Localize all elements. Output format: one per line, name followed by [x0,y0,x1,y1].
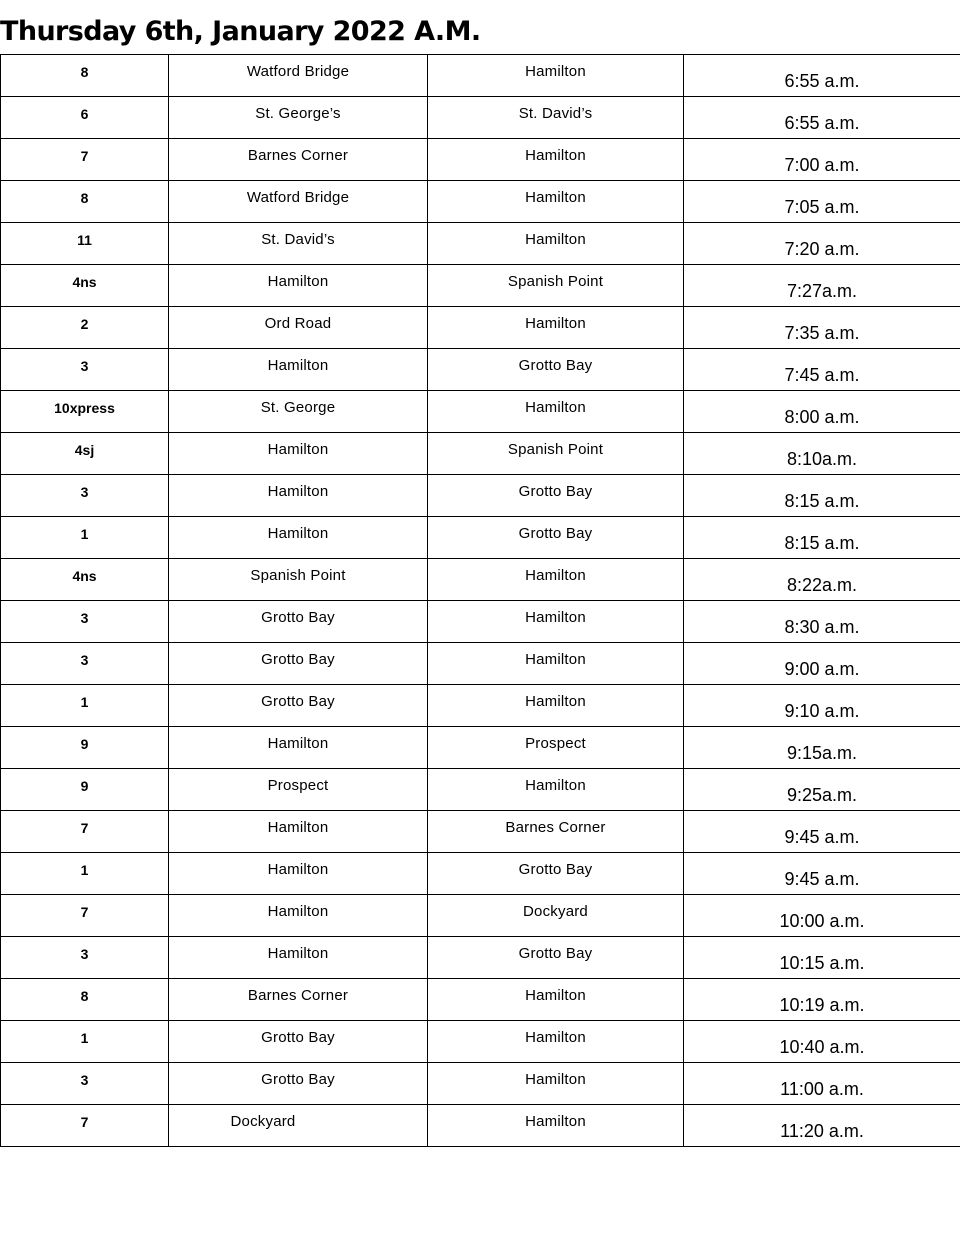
departure-time-cell [684,853,960,895]
origin-cell [169,97,428,139]
origin-text: Barnes Corner [247,987,349,1004]
route-number-cell [1,853,169,895]
origin-cell [169,307,428,349]
schedule-row [1,643,960,685]
schedule-row [1,391,960,433]
destination-text: Dockyard [523,903,588,920]
departure-time-text: 10:15 a.m. [779,953,865,973]
schedule-row [1,979,960,1021]
schedule-row [1,769,960,811]
origin-text: Prospect [267,777,329,794]
departure-time-cell [684,559,960,601]
route-number-text: 3 [80,358,89,374]
route-number-cell [1,1063,169,1105]
route-number-text: 7 [80,148,89,164]
departure-time-cell [684,601,960,643]
origin-text: Hamilton [267,483,329,500]
route-number-text: 9 [80,736,89,752]
departure-time-text: 7:05 a.m. [784,197,860,217]
schedule-row [1,97,960,139]
departure-time-text: 8:30 a.m. [784,617,860,637]
origin-text: Hamilton [267,735,329,752]
destination-text: St. David’s [518,105,593,122]
origin-text: Hamilton [267,903,329,920]
route-number-cell [1,97,169,139]
destination-cell [428,475,684,517]
route-number-cell [1,265,169,307]
destination-cell [428,727,684,769]
departure-time-cell [684,307,960,349]
destination-cell [428,559,684,601]
route-number-text: 1 [80,526,89,542]
departure-time-cell [684,433,960,475]
origin-text: Hamilton [267,945,329,962]
destination-text: Prospect [525,735,586,752]
route-number-text: 4ns [72,568,97,584]
schedule-row [1,601,960,643]
origin-cell [169,643,428,685]
destination-cell [428,811,684,853]
departure-time-cell [684,139,960,181]
destination-cell [428,97,684,139]
destination-text: Grotto Bay [518,483,593,500]
destination-text: Grotto Bay [518,861,593,878]
origin-text: St. George [260,399,336,416]
route-number-text: 3 [80,484,89,500]
departure-time-text: 9:15a.m. [786,743,858,763]
destination-text: Spanish Point [507,441,604,458]
destination-text: Hamilton [525,63,586,80]
origin-cell [169,685,428,727]
origin-text: Barnes Corner [247,147,349,164]
destination-text: Hamilton [525,609,586,626]
route-number-text: 6 [80,106,89,122]
departure-time-cell [684,391,960,433]
destination-cell [428,223,684,265]
route-number-cell [1,433,169,475]
route-number-cell [1,811,169,853]
destination-cell [428,601,684,643]
departure-time-text: 7:00 a.m. [784,155,860,175]
origin-cell [169,391,428,433]
destination-text: Hamilton [525,1113,586,1130]
route-number-cell [1,517,169,559]
departure-time-cell [684,223,960,265]
schedule-row [1,559,960,601]
origin-cell [169,181,428,223]
destination-text: Grotto Bay [518,525,593,542]
route-number-cell [1,685,169,727]
schedule-row [1,181,960,223]
origin-text: Watford Bridge [246,189,350,206]
origin-text: Dockyard [230,1113,296,1130]
origin-text: Hamilton [267,861,329,878]
route-number-cell [1,349,169,391]
route-number-cell [1,601,169,643]
origin-text: Grotto Bay [261,651,335,668]
origin-cell [169,517,428,559]
origin-text: Hamilton [267,441,329,458]
departure-time-cell [684,475,960,517]
destination-cell [428,853,684,895]
destination-text: Hamilton [525,189,586,206]
destination-text: Hamilton [525,651,586,668]
route-number-text: 2 [80,316,89,332]
destination-cell [428,685,684,727]
departure-time-cell [684,685,960,727]
origin-cell [169,349,428,391]
origin-cell [169,1105,428,1147]
departure-time-text: 7:35 a.m. [784,323,860,343]
departure-time-text: 9:25a.m. [786,785,858,805]
origin-cell [169,433,428,475]
route-number-text: 7 [80,820,89,836]
destination-cell [428,1105,684,1147]
route-number-cell [1,769,169,811]
page-title: Thursday 6th, January 2022 A.M. [0,16,481,47]
destination-cell [428,139,684,181]
route-number-text: 1 [80,862,89,878]
schedule-row [1,265,960,307]
route-number-cell [1,391,169,433]
destination-text: Hamilton [525,987,586,1004]
schedule-row [1,1063,960,1105]
schedule-row [1,55,960,97]
departure-time-cell [684,1063,960,1105]
origin-text: St. David’s [261,231,335,248]
origin-text: Hamilton [267,273,329,290]
origin-cell [169,895,428,937]
route-number-text: 8 [80,190,89,206]
origin-text: Hamilton [267,357,329,374]
destination-cell [428,265,684,307]
schedule-row [1,349,960,391]
departure-time-text: 6:55 a.m. [784,71,860,91]
departure-time-text: 7:45 a.m. [784,365,860,385]
departure-time-cell [684,895,960,937]
origin-cell [169,223,428,265]
departure-time-cell [684,181,960,223]
departure-time-text: 8:15 a.m. [784,533,860,553]
schedule-row [1,223,960,265]
departure-time-cell [684,727,960,769]
origin-cell [169,853,428,895]
departure-time-text: 11:20 a.m. [780,1121,864,1141]
bus-schedule-table [0,54,960,1147]
route-number-text: 10xpress [54,400,115,416]
destination-cell [428,979,684,1021]
route-number-text: 1 [80,1030,89,1046]
destination-text: Barnes Corner [505,819,606,836]
destination-text: Hamilton [525,1071,586,1088]
destination-cell [428,769,684,811]
destination-cell [428,181,684,223]
route-number-cell [1,559,169,601]
origin-cell [169,559,428,601]
route-number-text: 1 [80,694,89,710]
destination-cell [428,307,684,349]
destination-cell [428,937,684,979]
route-number-text: 8 [80,988,89,1004]
schedule-row [1,853,960,895]
destination-text: Grotto Bay [518,357,593,374]
route-number-cell [1,937,169,979]
route-number-text: 3 [80,652,89,668]
route-number-text: 7 [80,1114,89,1130]
origin-cell [169,1021,428,1063]
route-number-cell [1,307,169,349]
destination-cell [428,1021,684,1063]
schedule-row [1,895,960,937]
origin-cell [169,1063,428,1105]
departure-time-cell [684,937,960,979]
route-number-cell [1,55,169,97]
origin-text: Spanish Point [250,567,346,584]
schedule-row [1,517,960,559]
route-number-text: 4ns [72,274,97,290]
destination-text: Grotto Bay [518,945,593,962]
origin-cell [169,475,428,517]
destination-cell [428,643,684,685]
departure-time-cell [684,55,960,97]
destination-cell [428,895,684,937]
route-number-cell [1,895,169,937]
destination-text: Hamilton [525,777,586,794]
origin-cell [169,769,428,811]
departure-time-cell [684,265,960,307]
route-number-cell [1,727,169,769]
departure-time-cell [684,979,960,1021]
destination-text: Hamilton [525,231,586,248]
schedule-row [1,685,960,727]
departure-time-text: 11:00 a.m. [780,1079,864,1099]
origin-cell [169,139,428,181]
destination-cell [428,1063,684,1105]
departure-time-text: 8:22a.m. [786,575,858,595]
schedule-row [1,937,960,979]
route-number-text: 9 [80,778,89,794]
destination-cell [428,433,684,475]
departure-time-text: 7:27a.m. [786,281,858,301]
destination-text: Hamilton [525,315,586,332]
destination-text: Hamilton [525,399,586,416]
route-number-cell [1,643,169,685]
destination-cell [428,391,684,433]
departure-time-text: 8:00 a.m. [784,407,860,427]
destination-text: Hamilton [525,693,586,710]
departure-time-cell [684,1105,960,1147]
departure-time-cell [684,811,960,853]
route-number-text: 7 [80,904,89,920]
route-number-cell [1,475,169,517]
route-number-cell [1,223,169,265]
departure-time-cell [684,769,960,811]
departure-time-text: 8:10a.m. [786,449,858,469]
destination-text: Spanish Point [507,273,604,290]
destination-text: Hamilton [525,1029,586,1046]
origin-cell [169,979,428,1021]
origin-cell [169,265,428,307]
origin-cell [169,727,428,769]
route-number-text: 3 [80,610,89,626]
origin-cell [169,601,428,643]
schedule-row [1,1105,960,1147]
departure-time-text: 6:55 a.m. [784,113,860,133]
destination-cell [428,349,684,391]
origin-text: Grotto Bay [261,1071,335,1088]
route-number-cell [1,139,169,181]
route-number-text: 3 [80,1072,89,1088]
origin-cell [169,811,428,853]
departure-time-text: 9:10 a.m. [784,701,860,721]
schedule-body [1,55,960,1147]
departure-time-cell [684,1021,960,1063]
schedule-row [1,307,960,349]
route-number-cell [1,181,169,223]
departure-time-cell [684,97,960,139]
schedule-row [1,139,960,181]
route-number-cell [1,1021,169,1063]
departure-time-cell [684,643,960,685]
origin-text: Grotto Bay [261,609,335,626]
departure-time-text: 10:19 a.m. [779,995,865,1015]
route-number-cell [1,1105,169,1147]
origin-cell [169,937,428,979]
departure-time-text: 10:00 a.m. [779,911,865,931]
origin-text: Watford Bridge [246,63,350,80]
route-number-text: 4sj [74,442,95,458]
route-number-text: 11 [77,232,92,248]
route-number-cell [1,979,169,1021]
origin-text: Hamilton [267,819,329,836]
schedule-row [1,433,960,475]
schedule-row [1,475,960,517]
destination-text: Hamilton [525,567,586,584]
origin-text: Hamilton [267,525,329,542]
origin-text: Ord Road [264,315,332,332]
destination-cell [428,55,684,97]
origin-text: Grotto Bay [261,1029,335,1046]
departure-time-text: 9:45 a.m. [784,869,860,889]
schedule-row [1,1021,960,1063]
origin-text: Grotto Bay [261,693,335,710]
departure-time-text: 9:00 a.m. [784,659,860,679]
departure-time-cell [684,349,960,391]
departure-time-text: 7:20 a.m. [784,239,860,259]
route-number-text: 3 [80,946,89,962]
departure-time-text: 10:40 a.m. [779,1037,865,1057]
route-number-text: 8 [80,64,89,80]
origin-cell [169,55,428,97]
destination-text: Hamilton [525,147,586,164]
schedule-row [1,727,960,769]
origin-text: St. George’s [255,105,341,122]
schedule-row [1,811,960,853]
departure-time-cell [684,517,960,559]
departure-time-text: 8:15 a.m. [784,491,860,511]
departure-time-text: 9:45 a.m. [784,827,860,847]
destination-cell [428,517,684,559]
